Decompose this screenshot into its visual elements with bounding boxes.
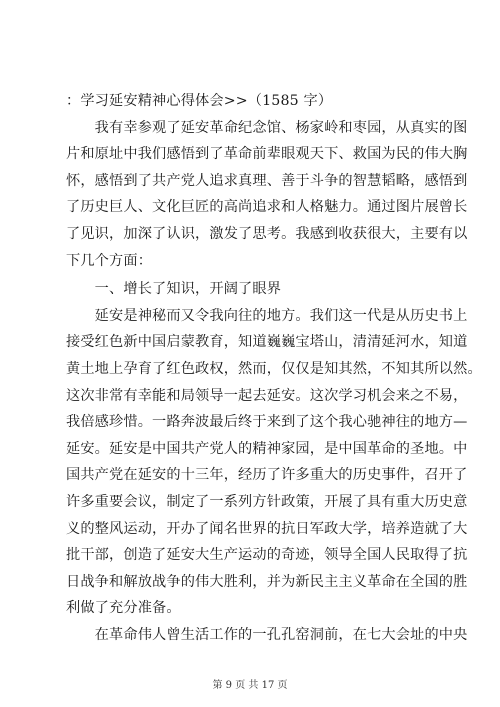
text-line: 延安。延安是中国共产党人的精神家园，是中国革命的圣地。中 (66, 440, 468, 457)
text-line: 怀，感悟到了共产党人追求真理、善于斗争的智慧韬略，感悟到 (66, 172, 468, 189)
text-line: 黄土地上孕育了红色政权，然而，仅仅是知其然，不知其所以然。 (66, 360, 482, 377)
text-line: 许多重要会议，制定了一系列方针政策，开展了具有重大历史意 (66, 493, 468, 510)
text-line: 接受红色新中国启蒙教育，知道巍巍宝塔山，清清延河水，知道 (66, 334, 468, 351)
text-line: 义的整风运动，开办了闻名世界的抗日军政大学，培养造就了大 (66, 520, 468, 537)
section-heading: 一、增长了知识，开阔了眼界 (66, 281, 282, 298)
text-line: 国共产党在延安的十三年，经历了许多重大的历史事件，召开了 (66, 467, 468, 484)
text-line: 我倍感珍惜。一路奔波最后终于来到了这个我心驰神往的地方— (66, 414, 468, 431)
document-body (66, 88, 482, 648)
text-line: 了见识，加深了认识，激发了思考。我感到收获很大，主要有以 (66, 225, 468, 242)
text-line: 这次非常有幸能和局领导一起去延安。这次学习机会来之不易， (66, 387, 468, 404)
text-line: 在革命伟人曾生活工作的一孔孔窑洞前，在七大会址的中央 (66, 626, 468, 643)
text-line: 利做了充分准备。 (66, 600, 181, 617)
text-line: 批干部，创造了延安大生产运动的奇迹，领导全国人民取得了抗 (66, 547, 468, 564)
text-line: 日战争和解放战争的伟大胜利，并为新民主主义革命在全国的胜 (66, 573, 468, 590)
text-line: 了历史巨人、文化巨匠的高尚追求和人格魅力。通过图片展曾长 (66, 199, 468, 216)
text-line: 片和原址中我们感悟到了革命前辈眼观天下、救国为民的伟大胸 (66, 146, 468, 163)
text-line: 我有幸参观了延安革命纪念馆、杨家岭和枣园，从真实的图 (66, 119, 468, 136)
document-title-line: ：学习延安精神心得体会>>（1585 字） (66, 93, 333, 109)
text-line: 延安是神秘而又令我向往的地方。我们这一代是从历史书上 (66, 307, 468, 324)
text-line: 下几个方面： (66, 252, 153, 269)
page-number-footer: 第 9 页 共 17 页 (212, 680, 288, 691)
